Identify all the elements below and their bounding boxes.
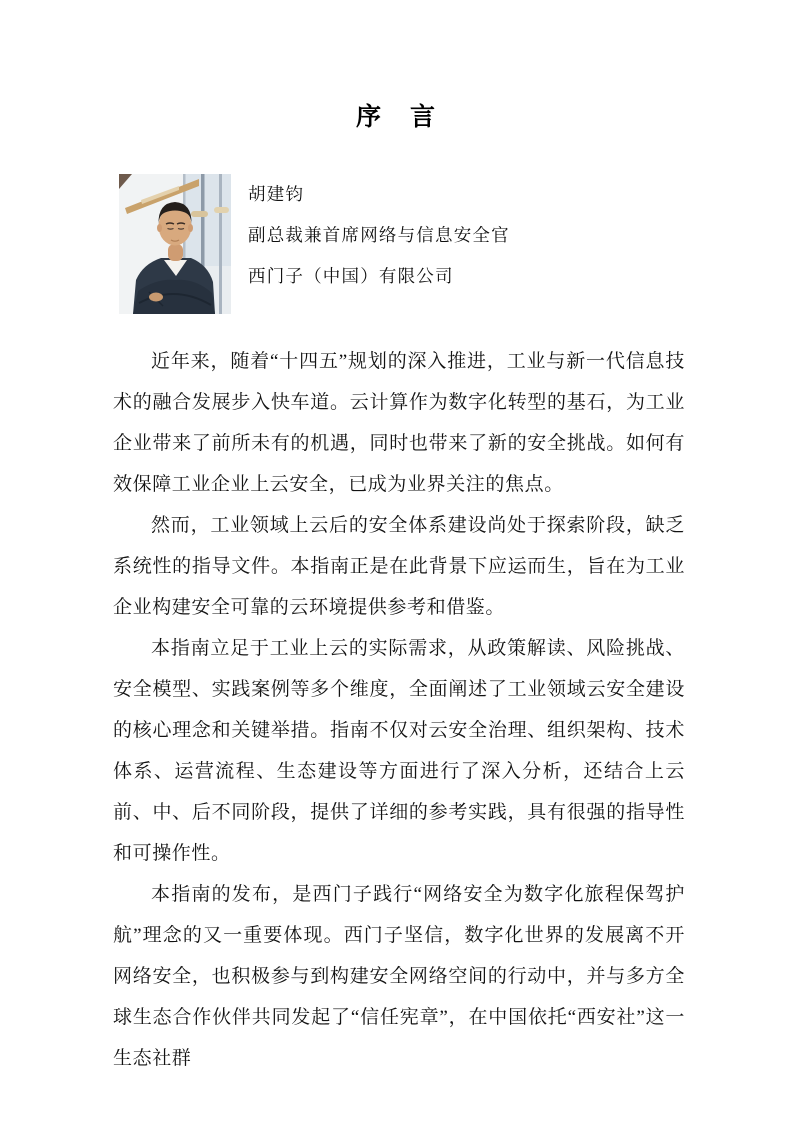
author-name: 胡建钧 <box>248 184 305 204</box>
paragraph: 本指南立足于工业上云的实际需求，从政策解读、风险挑战、安全模型、实践案例等多个维度，全面阐述了工业领域云安全建设的核心理念和关键举措。指南不仅对云安全治理、组织架构、技术体系、运营流程、生态建设等方面进行了深入分析，还结合上云前、中、后不同阶段，提供了详细的参考实践，具有很强的指导性和可操作性。 <box>113 638 685 864</box>
page-title: 序 言 <box>355 103 437 131</box>
author-info <box>248 174 510 306</box>
author-job-title: 副总裁兼首席网络与信息安全官 <box>248 225 510 245</box>
author-block <box>119 174 510 314</box>
author-company: 西门子（中国）有限公司 <box>248 266 454 286</box>
paragraph: 然而，工业领域上云后的安全体系建设尚处于探索阶段，缺乏系统性的指导文件。本指南正是在此背景下应运而生，旨在为工业企业构建安全可靠的云环境提供参考和借鉴。 <box>113 515 685 618</box>
paragraph: 本指南的发布，是西门子践行“网络安全为数字化旅程保驾护航”理念的又一重要体现。西门子坚信，数字化世界的发展离不开网络安全，也积极参与到构建安全网络空间的行动中，并与多方全球生态合作伙伴共同发起了“信任宪章”，在中国依托“西安社”这一生态社群 <box>113 884 685 1069</box>
author-photo <box>119 174 231 314</box>
paragraph: 近年来，随着“十四五”规划的深入推进，工业与新一代信息技术的融合发展步入快车道。云计算作为数字化转型的基石，为工业企业带来了前所未有的机遇，同时也带来了新的安全挑战。如何有效保障工业企业上云安全，已成为业界关注的焦点。 <box>113 351 685 495</box>
preface-body <box>113 341 685 1079</box>
